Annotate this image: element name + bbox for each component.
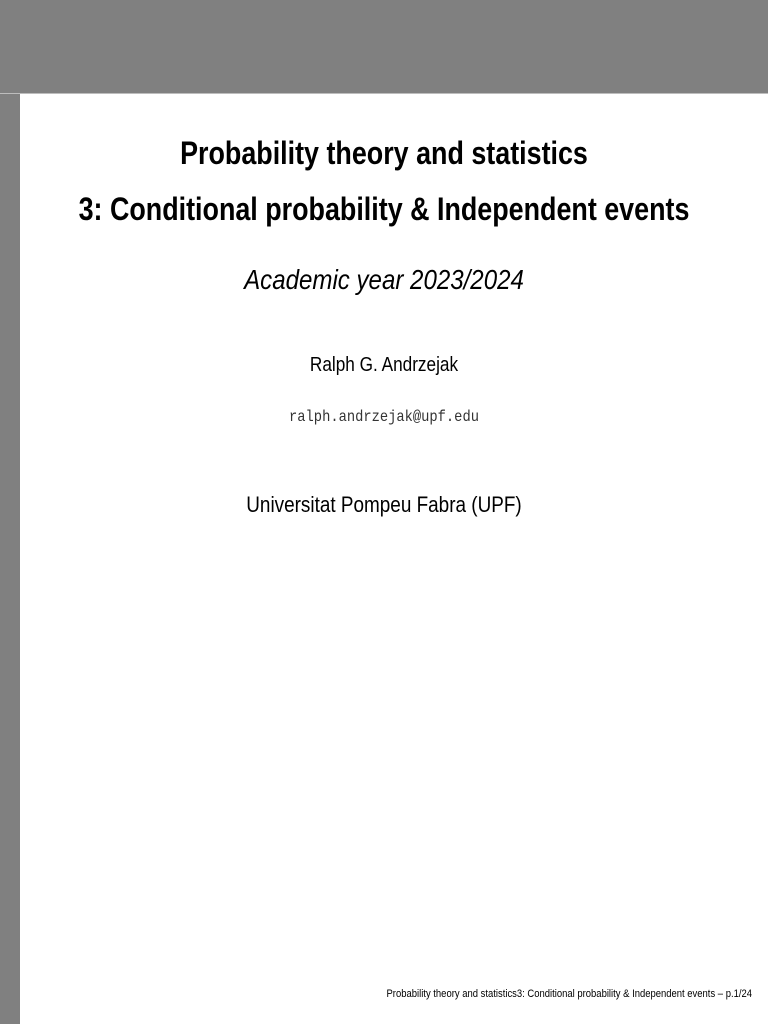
institution-name: Universitat Pompeu Fabra (UPF) <box>246 492 522 517</box>
slide-title-line-1: Probability theory and statistics <box>180 135 588 171</box>
author-email: ralph.andrzejak@upf.edu <box>289 408 479 426</box>
slide-subtitle: Academic year 2023/2024 <box>244 264 524 295</box>
slide-footer: Probability theory and statistics3: Conditional probability & Independent events – p.1/24 <box>386 988 752 1000</box>
left-margin-bar <box>0 94 20 1024</box>
slide-title-line-2: 3: Conditional probability & Independent events <box>78 191 690 227</box>
author-name: Ralph G. Andrzejak <box>309 354 459 376</box>
top-margin-bar <box>0 0 768 93</box>
slide-page <box>20 94 768 1024</box>
